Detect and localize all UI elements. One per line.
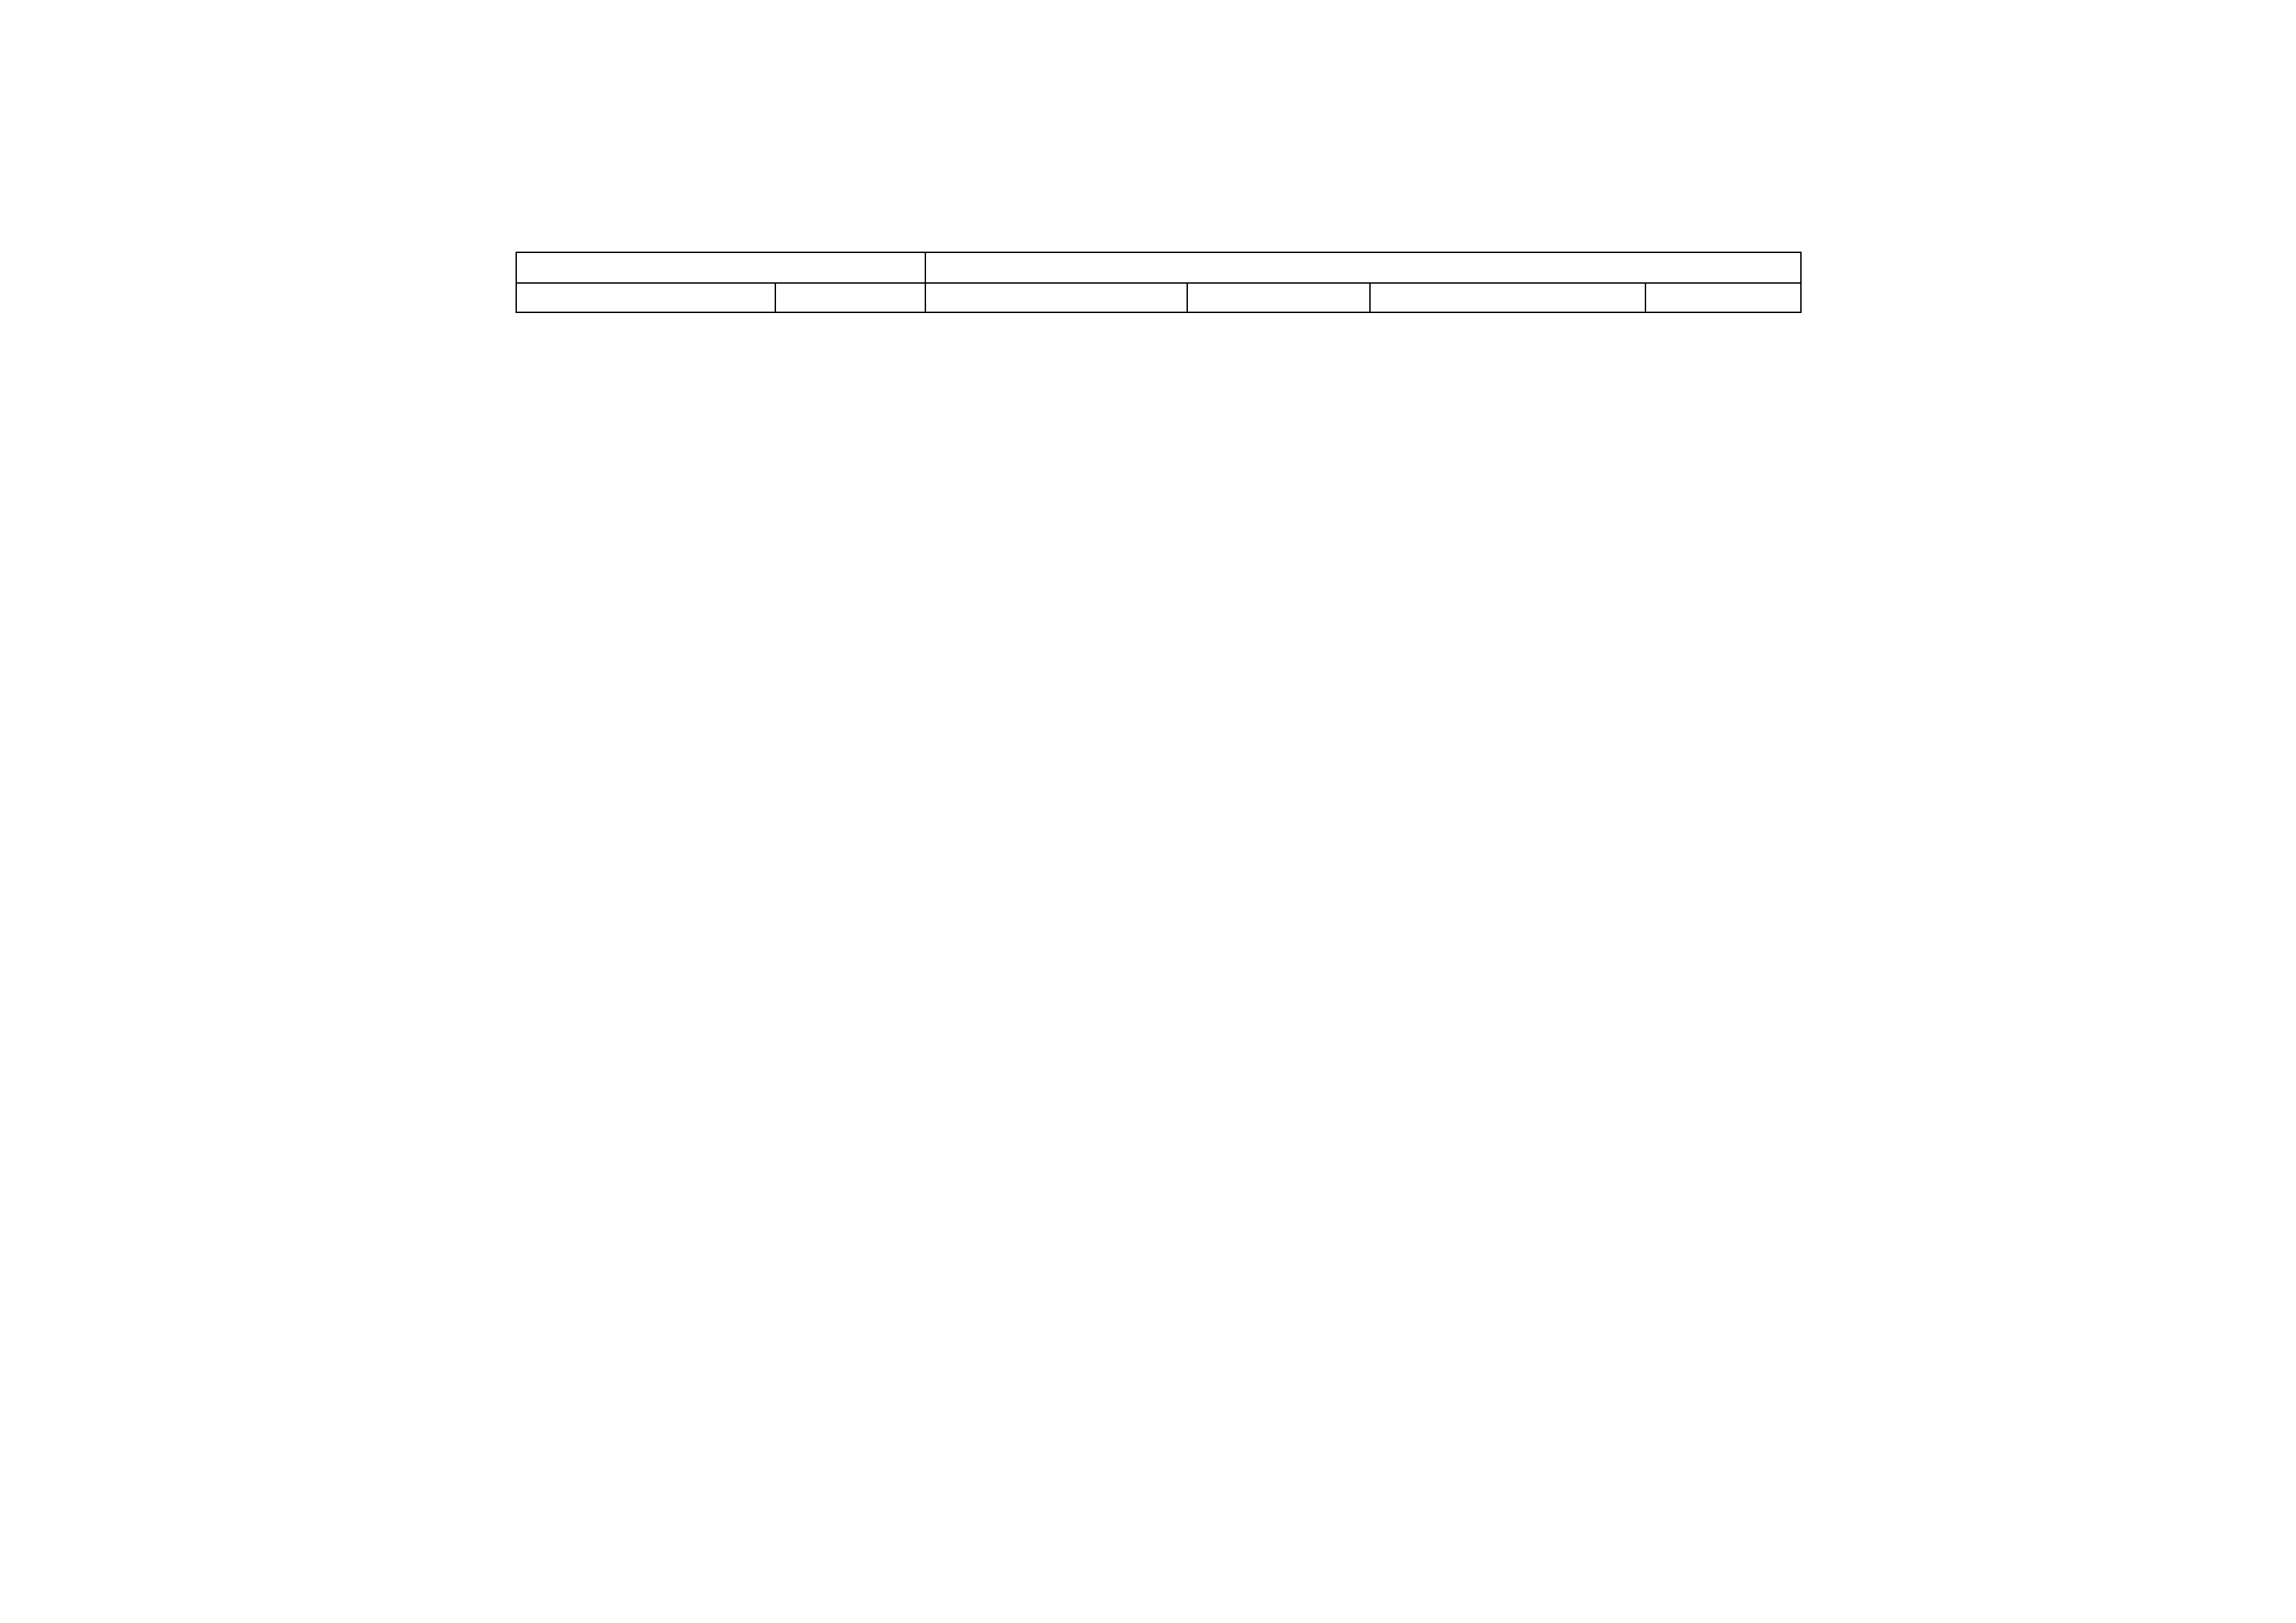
column-header-row [516, 283, 1801, 312]
col-header-budget [1645, 283, 1801, 312]
section-header-row [516, 252, 1801, 283]
col-header-item [516, 283, 775, 312]
col-header-budget [1187, 283, 1370, 312]
col-header-econ-category [1370, 283, 1645, 312]
expense-section-header [925, 252, 1801, 283]
col-header-func-category [925, 283, 1187, 312]
income-section-header [516, 252, 925, 283]
budget-table [516, 252, 1802, 313]
col-header-budget [775, 283, 925, 312]
